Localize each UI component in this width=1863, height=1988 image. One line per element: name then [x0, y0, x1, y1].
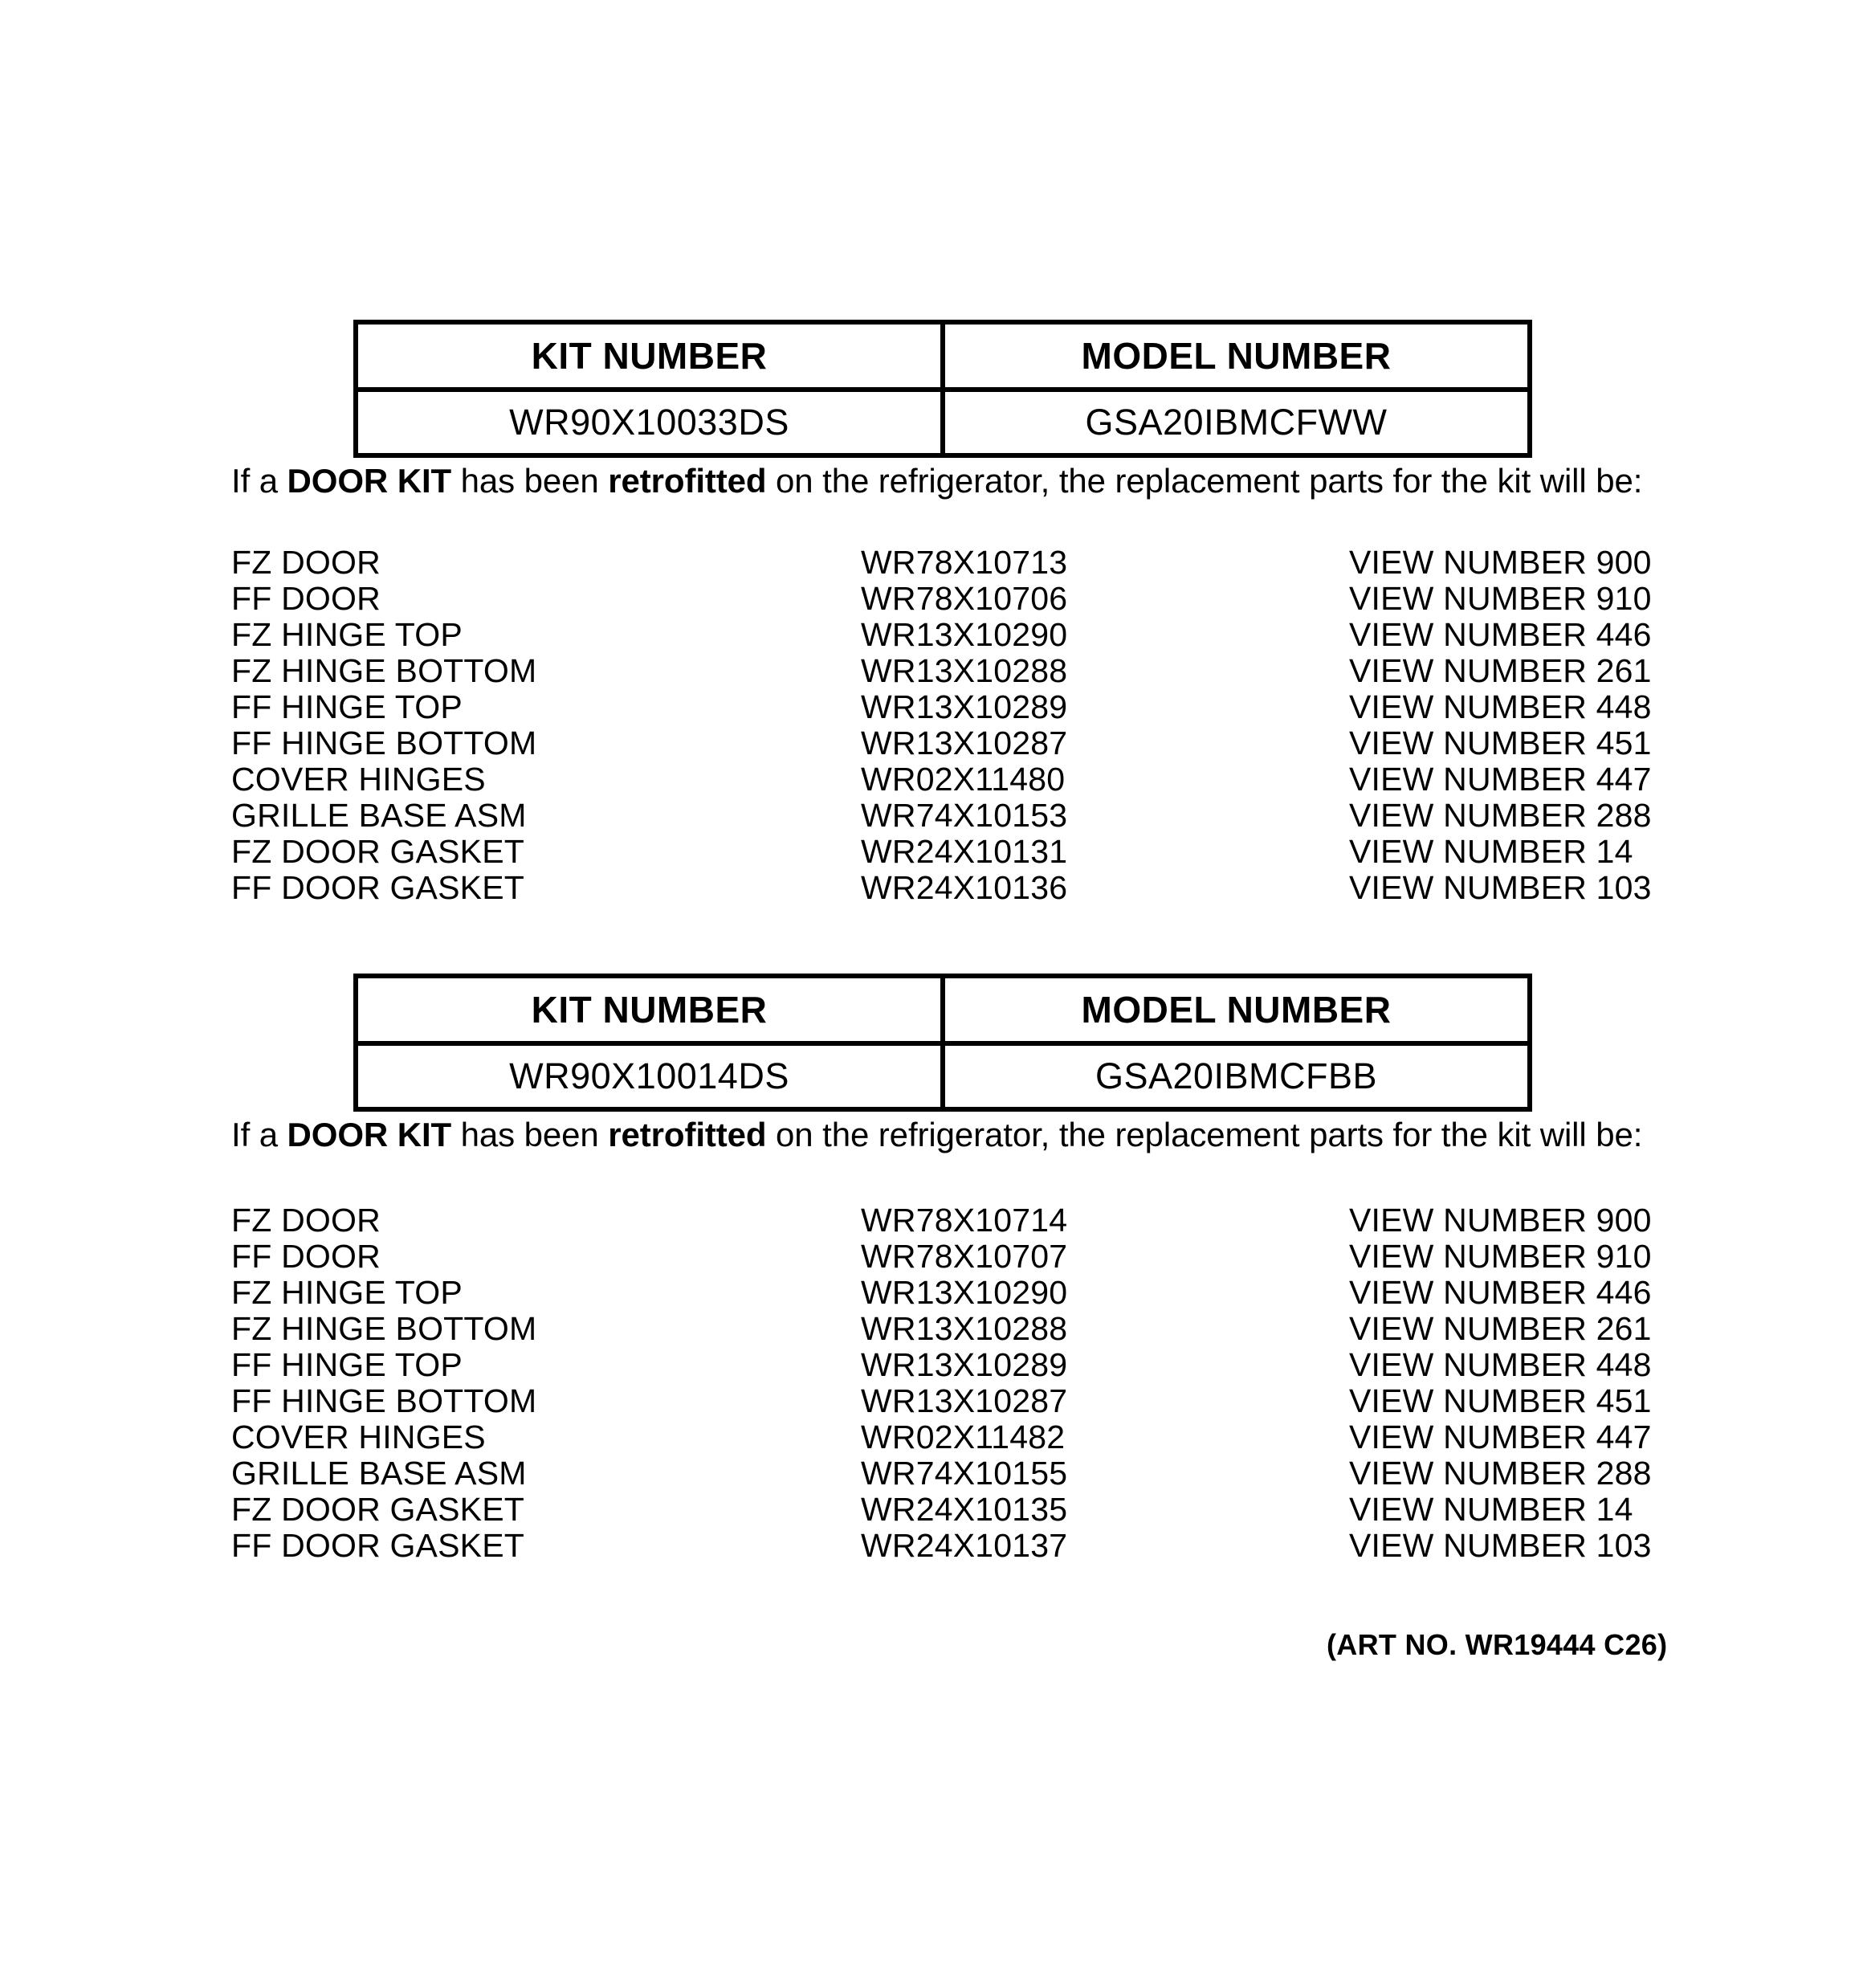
part-row [231, 797, 1652, 834]
part-number: WR02X11482 [861, 1419, 1066, 1455]
part-view-number: VIEW NUMBER 910 [1349, 580, 1652, 617]
part-view-number: VIEW NUMBER 910 [1349, 1238, 1652, 1275]
part-row [231, 1382, 1652, 1419]
table-header-row [356, 322, 1530, 390]
part-name: FZ DOOR GASKET [231, 833, 524, 870]
part-view-number: VIEW NUMBER 288 [1349, 797, 1652, 834]
part-row [231, 1419, 1652, 1455]
part-name: FZ HINGE BOTTOM [231, 1310, 537, 1347]
part-name: FF DOOR [231, 580, 381, 617]
part-name: FZ HINGE TOP [231, 1274, 463, 1311]
part-number: WR13X10289 [861, 1346, 1068, 1383]
part-name: FF DOOR GASKET [231, 869, 524, 906]
part-name: FF HINGE TOP [231, 688, 463, 725]
part-view-number: VIEW NUMBER 451 [1349, 725, 1652, 761]
part-row [231, 1238, 1652, 1275]
intro-middle: has been [451, 1116, 609, 1153]
model-number-value: GSA20IBMCFBB [943, 1043, 1530, 1109]
part-row [231, 869, 1652, 906]
part-row [231, 834, 1645, 870]
kit-number-value: WR90X10033DS [356, 390, 943, 455]
part-number: WR24X10137 [861, 1527, 1068, 1564]
part-row [231, 688, 1652, 725]
part-number: WR74X10153 [861, 797, 1068, 834]
part-row [231, 1346, 1652, 1383]
part-row [231, 1455, 1652, 1492]
parts-list [231, 1202, 1652, 1564]
part-view-number: VIEW NUMBER 448 [1349, 1346, 1652, 1383]
part-view-number: VIEW NUMBER 447 [1349, 1419, 1652, 1455]
part-view-number: VIEW NUMBER 448 [1349, 688, 1652, 725]
table-header-row [356, 976, 1530, 1043]
intro-bold-door-kit: DOOR KIT [287, 1116, 452, 1153]
intro-prefix: If a [231, 1116, 287, 1153]
part-name: FF HINGE TOP [231, 1346, 463, 1383]
retrofit-instruction-text [231, 1118, 1642, 1152]
part-view-number: VIEW NUMBER 900 [1349, 1202, 1652, 1239]
part-view-number: VIEW NUMBER 14 [1349, 1491, 1633, 1528]
part-name: FZ HINGE BOTTOM [231, 652, 537, 689]
part-name: FF HINGE BOTTOM [231, 1382, 537, 1419]
part-number: WR02X11480 [861, 761, 1066, 798]
part-name: COVER HINGES [231, 761, 486, 798]
part-name: FZ DOOR [231, 1202, 381, 1239]
part-number: WR78X10713 [861, 544, 1068, 581]
part-view-number: VIEW NUMBER 103 [1349, 869, 1652, 906]
part-name: FZ DOOR [231, 544, 381, 581]
intro-suffix: on the refrigerator, the replacement parts for the kit will be: [766, 462, 1643, 500]
kit-model-table [353, 974, 1532, 1112]
intro-bold-retrofitted: retrofitted [608, 1116, 767, 1153]
part-view-number: VIEW NUMBER 288 [1349, 1455, 1652, 1492]
part-row [231, 616, 1652, 653]
part-number: WR78X10706 [861, 580, 1068, 617]
part-row [231, 1527, 1652, 1564]
part-number: WR13X10290 [861, 616, 1068, 653]
part-row [231, 580, 1652, 617]
table-value-row [356, 390, 1530, 455]
part-number: WR24X10135 [861, 1491, 1068, 1528]
art-number-footer: (ART NO. WR19444 C26) [1327, 1628, 1668, 1661]
part-number: WR74X10155 [861, 1455, 1068, 1492]
kit-model-table [353, 320, 1532, 458]
table-value-row [356, 1043, 1530, 1109]
part-name: FF DOOR [231, 1238, 381, 1275]
part-row [231, 1274, 1652, 1311]
part-view-number: VIEW NUMBER 447 [1349, 761, 1652, 798]
model-number-header: MODEL NUMBER [943, 976, 1530, 1043]
part-number: WR13X10288 [861, 1310, 1068, 1347]
part-number: WR13X10290 [861, 1274, 1068, 1311]
part-number: WR24X10131 [861, 833, 1068, 870]
part-row [231, 1492, 1645, 1528]
intro-bold-door-kit: DOOR KIT [287, 462, 452, 500]
part-name: COVER HINGES [231, 1419, 486, 1455]
retrofit-instruction-text [231, 464, 1642, 498]
part-view-number: VIEW NUMBER 261 [1349, 652, 1652, 689]
part-row [231, 761, 1652, 798]
part-name: FF HINGE BOTTOM [231, 725, 537, 761]
intro-suffix: on the refrigerator, the replacement parts for the kit will be: [766, 1116, 1643, 1153]
part-number: WR13X10289 [861, 688, 1068, 725]
part-view-number: VIEW NUMBER 451 [1349, 1382, 1652, 1419]
part-name: GRILLE BASE ASM [231, 797, 527, 834]
kit-number-value: WR90X10014DS [356, 1043, 943, 1109]
part-view-number: VIEW NUMBER 261 [1349, 1310, 1652, 1347]
part-name: FZ HINGE TOP [231, 616, 463, 653]
part-view-number: VIEW NUMBER 14 [1349, 833, 1633, 870]
part-view-number: VIEW NUMBER 446 [1349, 1274, 1652, 1311]
part-number: WR13X10288 [861, 652, 1068, 689]
part-number: WR78X10707 [861, 1238, 1068, 1275]
model-number-value: GSA20IBMCFWW [943, 390, 1530, 455]
part-name: FF DOOR GASKET [231, 1527, 524, 1564]
model-number-header: MODEL NUMBER [943, 322, 1530, 390]
part-name: FZ DOOR GASKET [231, 1491, 524, 1528]
part-name: GRILLE BASE ASM [231, 1455, 527, 1492]
part-number: WR78X10714 [861, 1202, 1068, 1239]
part-view-number: VIEW NUMBER 900 [1349, 544, 1652, 581]
part-view-number: VIEW NUMBER 103 [1349, 1527, 1652, 1564]
parts-list [231, 544, 1652, 906]
intro-middle: has been [451, 462, 609, 500]
kit-number-header: KIT NUMBER [356, 976, 943, 1043]
part-number: WR13X10287 [861, 725, 1068, 761]
part-row [231, 725, 1652, 761]
kit-number-header: KIT NUMBER [356, 322, 943, 390]
part-row [231, 1202, 1652, 1239]
intro-prefix: If a [231, 462, 287, 500]
part-number: WR24X10136 [861, 869, 1068, 906]
part-row [231, 652, 1652, 689]
intro-bold-retrofitted: retrofitted [608, 462, 767, 500]
part-view-number: VIEW NUMBER 446 [1349, 616, 1652, 653]
part-row [231, 544, 1652, 581]
part-number: WR13X10287 [861, 1382, 1068, 1419]
part-row [231, 1310, 1652, 1347]
